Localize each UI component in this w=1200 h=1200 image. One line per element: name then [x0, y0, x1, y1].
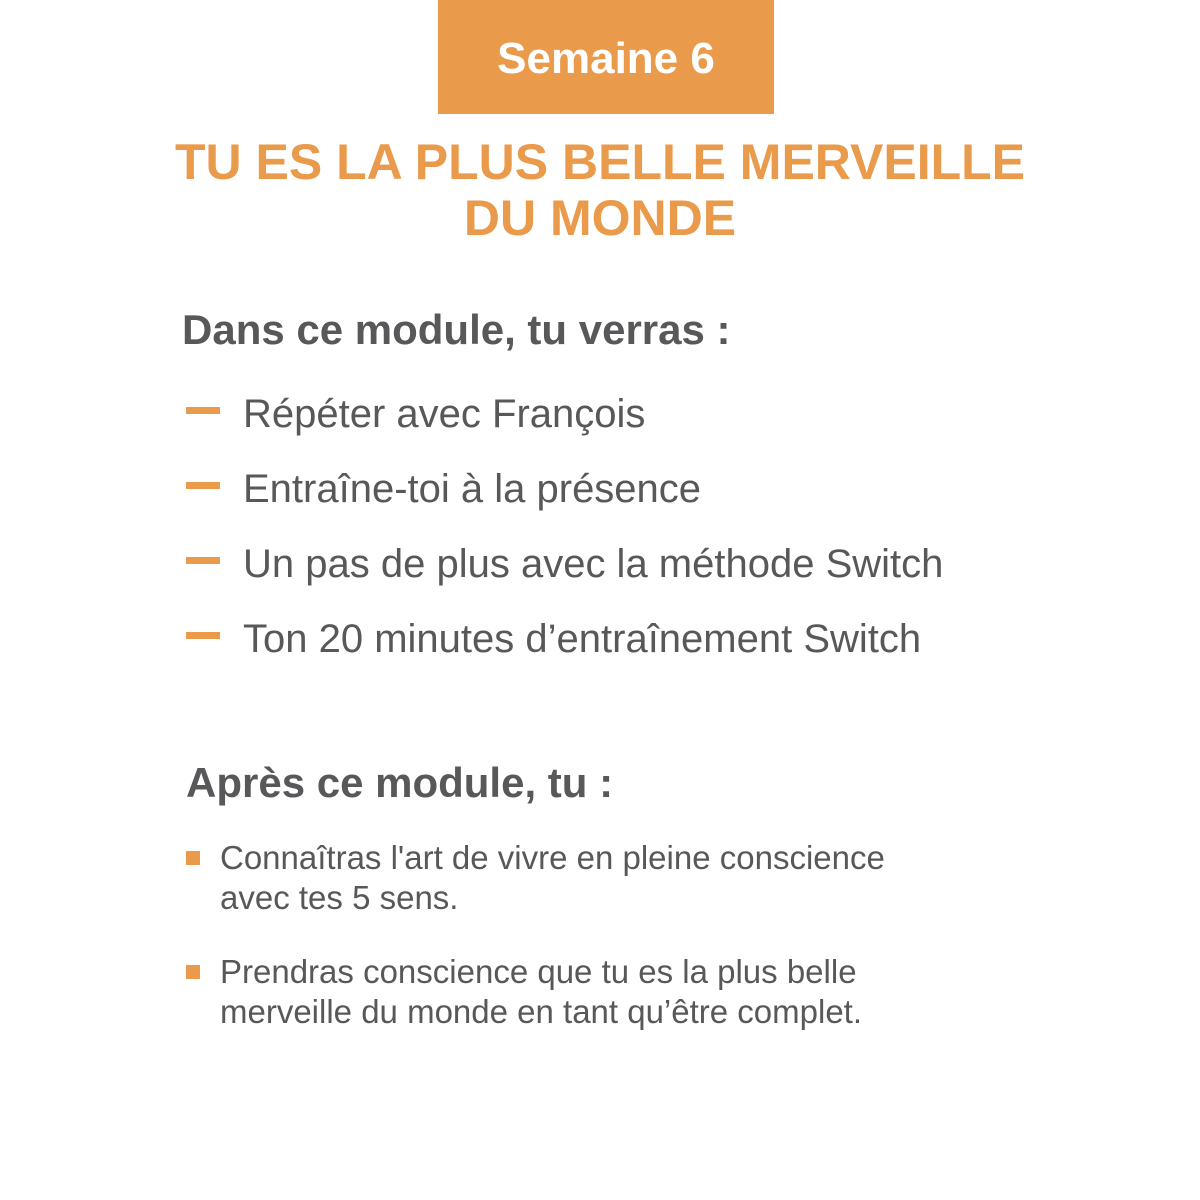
dash-bullet-icon — [186, 557, 220, 564]
module-content-list — [186, 377, 943, 677]
square-bullet-icon — [186, 851, 200, 865]
list-item — [186, 838, 1086, 918]
list-item — [186, 452, 943, 527]
list-item-line: avec tes 5 sens. — [220, 879, 459, 916]
week-badge — [438, 0, 774, 114]
list-item — [186, 527, 943, 602]
square-bullet-icon — [186, 965, 200, 979]
list-item-text — [220, 952, 862, 1032]
dash-bullet-icon — [186, 482, 220, 489]
outcomes-heading: Après ce module, tu : — [186, 759, 614, 806]
module-content-heading: Dans ce module, tu verras : — [182, 306, 731, 353]
list-item-text: Répéter avec François — [243, 392, 646, 436]
outcomes-list — [186, 838, 1086, 1066]
list-item-line: merveille du monde en tant qu’être complet. — [220, 993, 863, 1030]
page-title-line-2: DU MONDE — [463, 190, 737, 246]
list-item-text: Entraîne-toi à la présence — [243, 467, 702, 511]
list-item — [186, 377, 943, 452]
list-item — [186, 602, 943, 677]
list-item-line: Connaîtras l'art de vivre en pleine conscience — [220, 839, 885, 876]
page-title-line-1: TU ES LA PLUS BELLE MERVEILLE — [174, 134, 1026, 190]
list-item-text — [220, 838, 885, 918]
dash-bullet-icon — [186, 407, 220, 414]
dash-bullet-icon — [186, 632, 220, 639]
list-item-text: Un pas de plus avec la méthode Switch — [243, 542, 944, 586]
week-badge-label: Semaine 6 — [497, 34, 715, 83]
page-title — [0, 134, 1200, 246]
list-item — [186, 952, 1086, 1032]
list-item-text: Ton 20 minutes d’entraînement Switch — [243, 617, 922, 661]
list-item-line: Prendras conscience que tu es la plus belle — [220, 953, 857, 990]
